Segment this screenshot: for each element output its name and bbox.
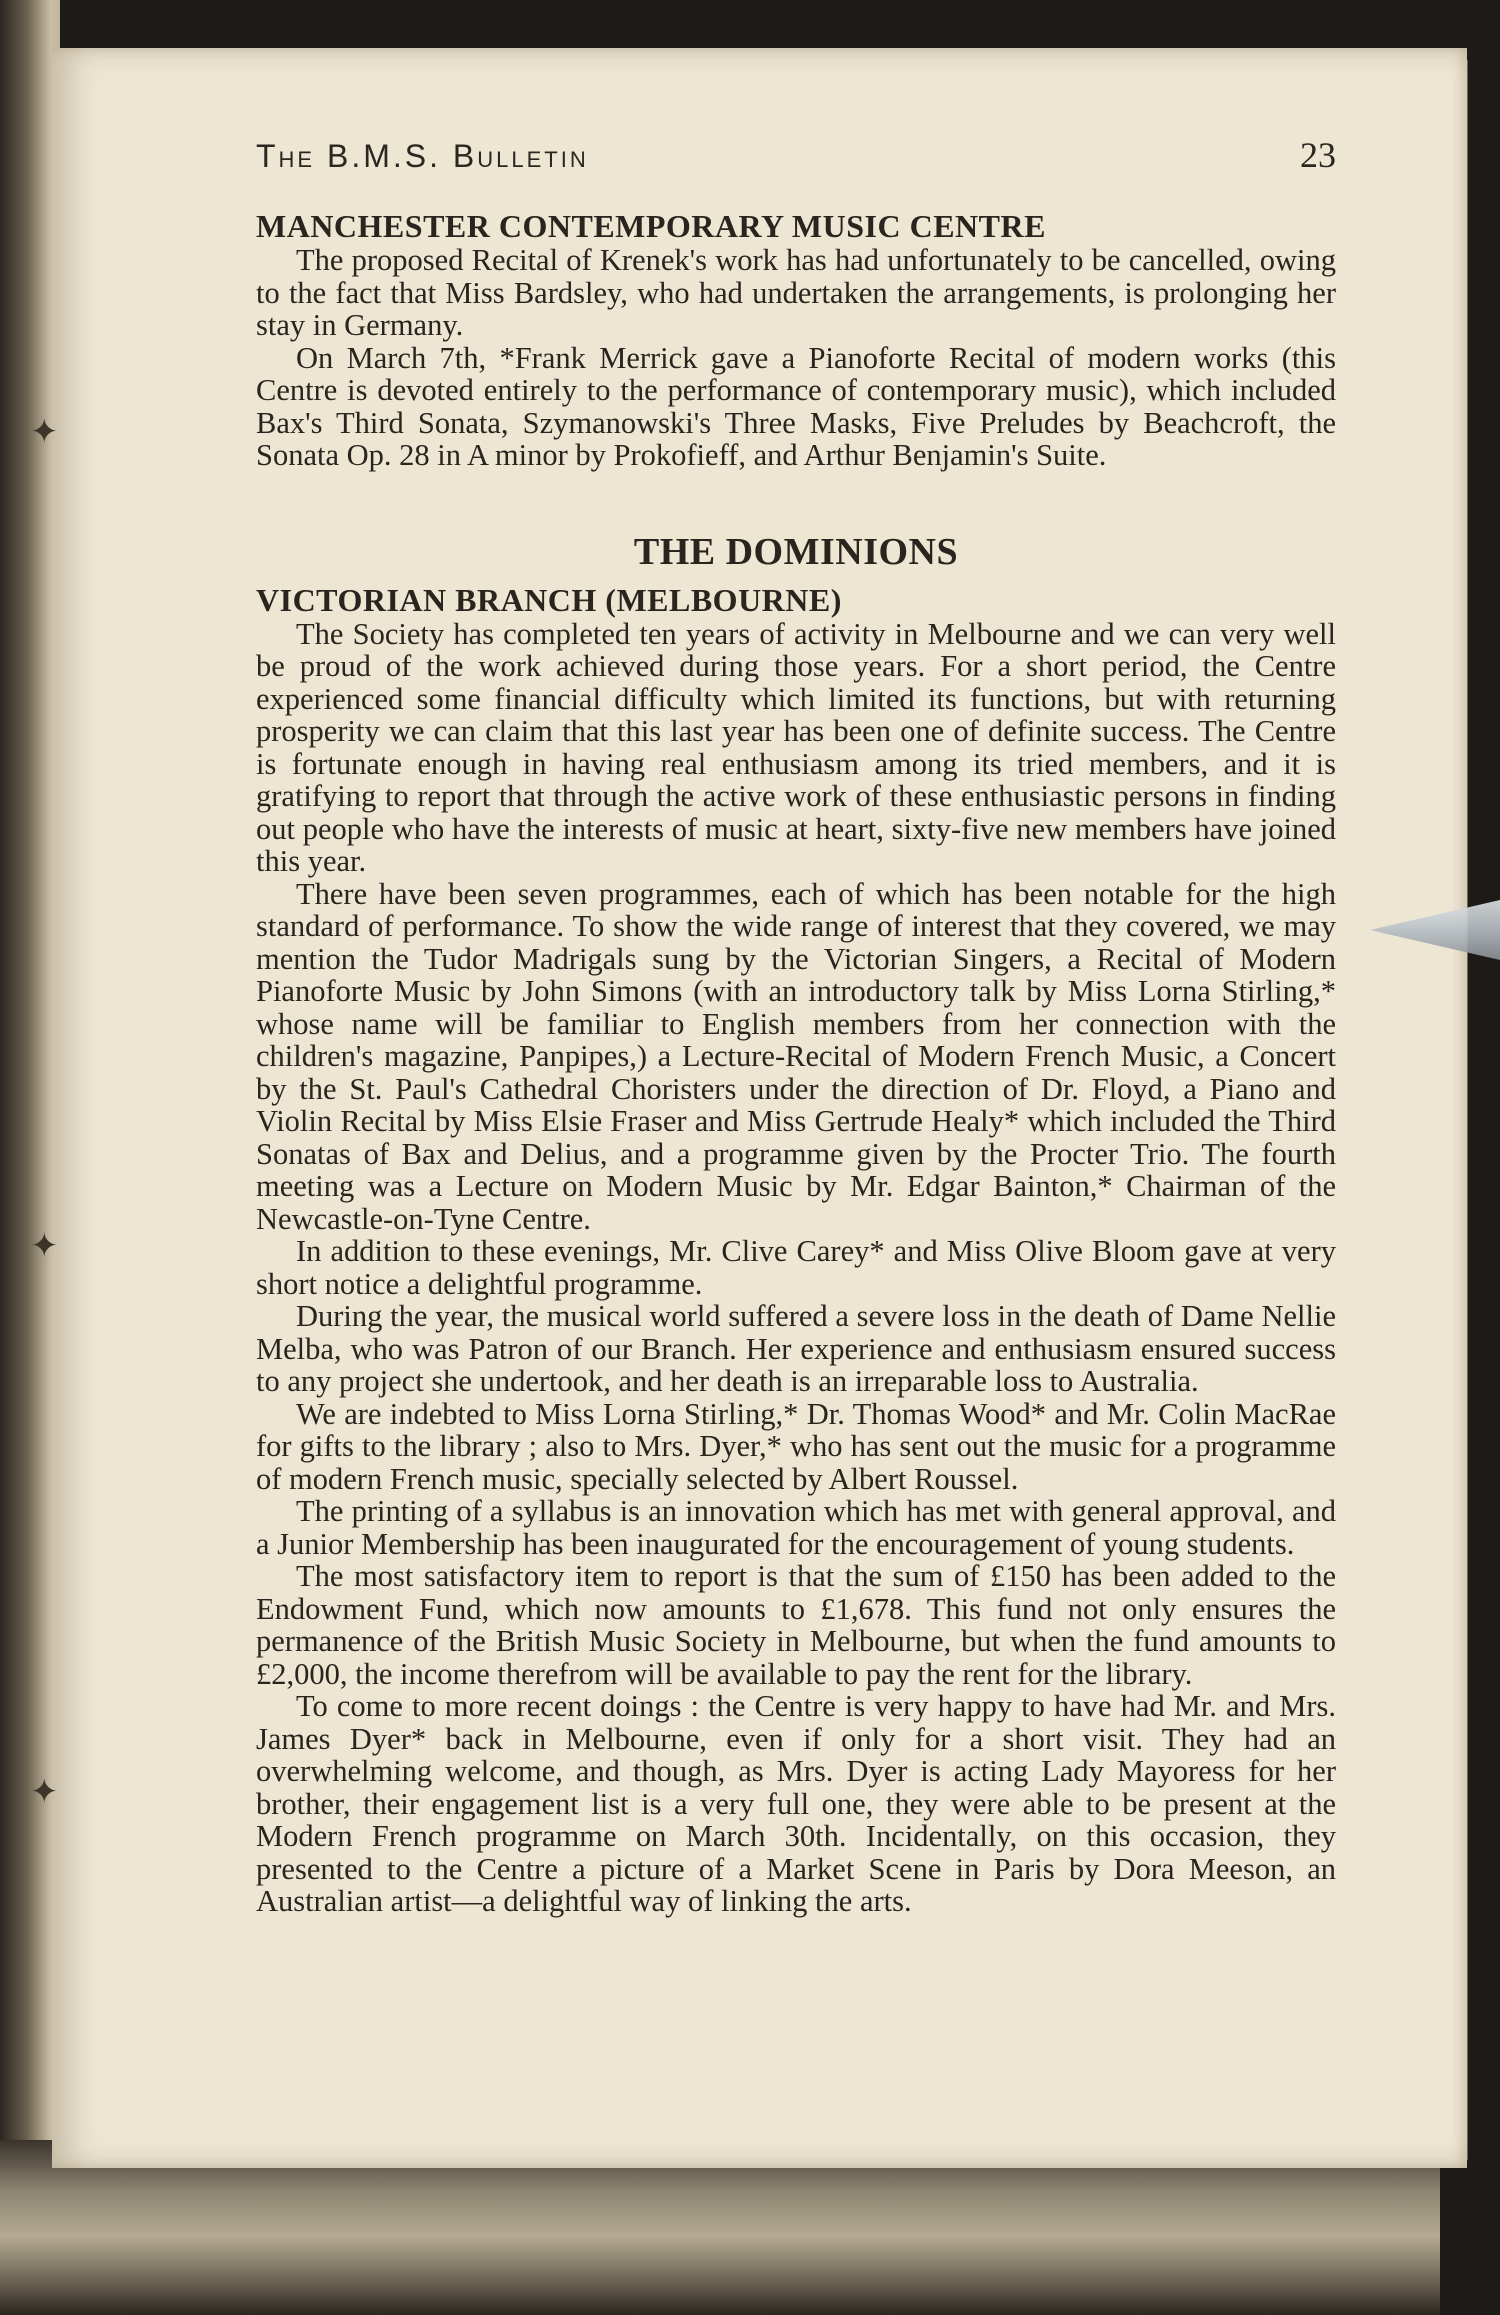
margin-mark: ✦ [30, 414, 59, 451]
paragraph: To come to more recent doings : the Centre is very happy to have had Mr. and Mrs. James Dyer* back in Melbourne, even if only for a short visit. They had an overwhelming welcome, and though, as Mrs. Dyer is acting Lady Mayoress for her brother, their engagement list is a very full one, they were able to be present at the Modern French programme on March 30th. Incidentally, on this occasion, they presented to the Centre a picture of a Market Scene in Paris by Dora Meeson, an Australian artist—a delightful way of linking the arts. [256, 1689, 1336, 1918]
margin-mark: ✦ [30, 1774, 59, 1811]
subsection-heading-victorian-branch: VICTORIAN BRANCH (MELBOURNE) [256, 581, 842, 618]
paragraph: We are indebted to Miss Lorna Stirling,* Dr. Thomas Wood* and Mr. Colin MacRae for gifts to the library ; also to Mrs. Dyer,* who has sent out the music for a programme of modern French music, specially selected by Albert Roussel. [256, 1396, 1336, 1496]
page-number: 23 [1300, 135, 1336, 175]
paragraph: In addition to these evenings, Mr. Clive Carey* and Miss Olive Bloom gave at very short notice a delightful programme. [256, 1234, 1336, 1301]
paragraph: On March 7th, *Frank Merrick gave a Pianoforte Recital of modern works (this Centre is devoted entirely to the performance of contemporary music), which included Bax's Third Sonata, Szymanowski's Three Masks, Five Preludes by Beachcroft, the Sonata Op. 28 in A minor by Prokofieff, and Arthur Benjamin's Suite. [256, 340, 1336, 472]
paragraph: There have been seven programmes, each of which has been notable for the high standard of performance. To show the wide range of interest that they covered, we may mention the Tudor Madrigals sung by the Victorian Singers, a Recital of Modern Pianoforte Music by John Simons (with an introductory talk by Miss Lorna Stirling,* whose name will be familiar to English members from her connection with the children's magazine, Panpipes,) a Lecture-Recital of Modern French Music, a Concert by the St. Paul's Cathedral Choristers under the direction of Dr. Floyd, a Piano and Violin Recital by Miss Elsie Fraser and Miss Gertrude Healy* which included the Third Sonatas of Bax and Delius, and a programme given by the Procter Trio. The fourth meeting was a Lecture on Modern Music by Mr. Edgar Bainton,* Chairman of the Newcastle-on-Tyne Centre. [256, 876, 1336, 1236]
margin-mark: ✦ [30, 1228, 59, 1265]
paragraph: During the year, the musical world suffered a severe loss in the death of Dame Nellie Melba, who was Patron of our Branch. Her experience and enthusiasm ensured success to any project she undertook, and her death is an irreparable loss to Australia. [256, 1299, 1336, 1398]
section-heading-manchester: MANCHESTER CONTEMPORARY MUSIC CENTRE [256, 208, 1046, 244]
book-spine-edge [0, 0, 60, 2315]
article-body [256, 208, 1336, 1918]
paragraph: The Society has completed ten years of activity in Melbourne and we can very well be proud of the work achieved during those years. For a short period, the Centre experienced some financial difficulty which limited its functions, but with returning prosperity we can claim that this last year has been one of definite success. The Centre is fortunate enough in having real enthusiasm among its tried members, and it is gratifying to report that through the active work of these enthusiastic persons in finding out people who have the interests of music at heart, sixty-five new members have joined this year. [256, 616, 1336, 878]
running-head: The B.M.S. Bulletin [256, 138, 589, 174]
paragraph: The most satisfactory item to report is that the sum of £150 has been added to the Endowment Fund, which now amounts to £1,678. This fund not only ensures the permanence of the British Music Society in Melbourne, but when the fund amounts to £2,000, the income therefrom will be available to pay the rent for the library. [256, 1559, 1336, 1691]
page-header [256, 135, 1336, 188]
section-heading-dominions: THE DOMINIONS [633, 530, 959, 573]
paragraph: The printing of a syllabus is an innovation which has met with general approval, and a Junior Membership has been inaugurated for the encouragement of young students. [256, 1494, 1336, 1561]
paragraph: The proposed Recital of Krenek's work has had unfortunately to be cancelled, owing to the fact that Miss Bardsley, who had undertaken the arrangements, is prolonging her stay in Germany. [256, 243, 1336, 342]
